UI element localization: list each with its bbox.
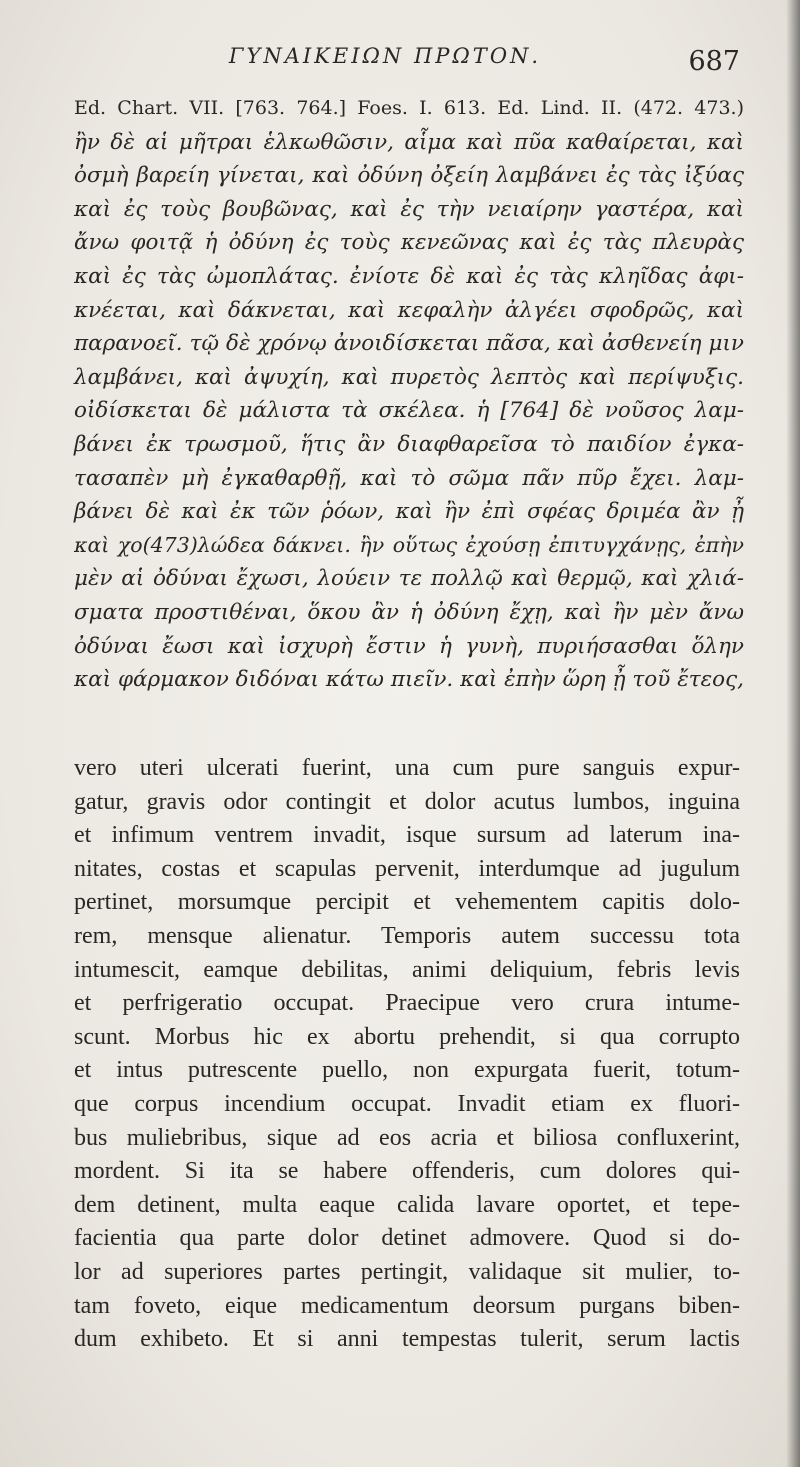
latin-line: et intus putrescente puello, non expurgata fuerit, totum- <box>74 1057 740 1084</box>
latin-line: mordent. Si ita se habere offenderis, cum dolores qui- <box>74 1158 740 1185</box>
greek-line: καὶ φάρμακον διδόναι κάτω πιεῖν. καὶ ἐπὴν ὥρη ᾖ τοῦ ἔτεος, <box>74 667 744 693</box>
page-edge-shadow <box>786 0 800 1467</box>
latin-text-block <box>74 752 740 1357</box>
running-title: ΓΥΝΑΙΚΕΙΩΝ ΠΡΩΤΟΝ. <box>228 44 542 68</box>
latin-line: et infimum ventrem invadit, isque sursum ad laterum ina- <box>74 822 740 849</box>
greek-line: οἰδίσκεται δὲ μάλιστα τὰ σκέλεα. ἡ [764] δὲ νοῦσος λαμ- <box>74 398 744 424</box>
greek-line: παρανοεῖ. τῷ δὲ χρόνῳ ἀνοιδίσκεται πᾶσα, καὶ ἀσθενείη μιν <box>74 331 744 357</box>
latin-line: dem detinent, multa eaque calida lavare oportet, et tepe- <box>74 1191 740 1218</box>
latin-line: vero uteri ulcerati fuerint, una cum pure sanguis expur- <box>74 755 740 781</box>
latin-line: intumescit, eamque debilitas, animi deliquium, febris levis <box>74 956 740 983</box>
greek-line: κνέεται, καὶ δάκνεται, καὶ κεφαλὴν ἀλγέει σφοδρῶς, καὶ <box>74 297 744 323</box>
edition-reference-line: Ed. Chart. VII. [763. 764.] Foes. I. 613. Ed. Lind. II. (472. 473.) <box>74 97 744 119</box>
greek-line: βάνει δὲ καὶ ἐκ τῶν ῥόων, καὶ ἢν ἐπὶ σφέας δριμέα ἂν ᾖ <box>74 499 744 525</box>
greek-line: λαμβάνει, καὶ ἀψυχίη, καὶ πυρετὸς λεπτὸς καὶ περίψυξις. <box>74 364 744 390</box>
latin-line: nitates, costas et scapulas pervenit, interdumque ad jugulum <box>74 855 740 882</box>
latin-line: lor ad superiores partes pertingit, validaque sit mulier, to- <box>74 1258 740 1285</box>
greek-line: τασαπὲν μὴ ἐγκαθαρθῇ, καὶ τὸ σῶμα πᾶν πῦρ ἔχει. λαμ- <box>74 465 744 491</box>
latin-line: facientia qua parte dolor detinet admovere. Quod si do- <box>74 1225 740 1252</box>
latin-line: rem, mensque alienatur. Temporis autem successu tota <box>74 922 740 949</box>
greek-line: καὶ ἐς τοὺς βουβῶνας, καὶ ἐς τὴν νειαίρην γαστέρα, καὶ <box>74 196 744 222</box>
greek-line: ὀδύναι ἔωσι καὶ ἰσχυρὴ ἔστιν ἡ γυνὴ, πυριήσασθαι ὅλην <box>74 633 744 659</box>
page-header <box>90 44 740 84</box>
latin-line: pertinet, morsumque percipit et vehementem capitis dolo- <box>74 889 740 916</box>
greek-line: ὀσμὴ βαρείη γίνεται, καὶ ὀδύνη ὀξείη λαμβάνει ἐς τὰς ἰξύας <box>74 163 744 189</box>
page-number: 687 <box>688 46 740 77</box>
greek-line: ἢν δὲ αἱ μῆτραι ἑλκωθῶσιν, αἷμα καὶ πῦα καθαίρεται, καὶ <box>74 129 744 155</box>
latin-line: dum exhibeto. Et si anni tempestas tulerit, serum lactis <box>74 1326 740 1353</box>
latin-line: tam foveto, eique medicamentum deorsum purgans biben- <box>74 1292 740 1319</box>
latin-line: gatur, gravis odor contingit et dolor acutus lumbos, inguina <box>74 788 740 815</box>
greek-line: σματα προστιθέναι, ὅκου ἂν ἡ ὀδύνη ἔχῃ, καὶ ἢν μὲν ἄνω <box>74 599 744 625</box>
greek-line: μὲν αἱ ὀδύναι ἔχωσι, λούειν τε πολλῷ καὶ θερμῷ, καὶ χλιά- <box>74 566 744 592</box>
greek-line: καὶ ἐς τὰς ὠμοπλάτας. ἐνίοτε δὲ καὶ ἐς τὰς κληῖδας ἀφι- <box>74 263 744 289</box>
greek-line: βάνει ἐκ τρωσμοῦ, ἥτις ἂν διαφθαρεῖσα τὸ παιδίον ἐγκα- <box>74 431 744 457</box>
latin-line: bus muliebribus, sique ad eos acria et biliosa confluxerint, <box>74 1124 740 1151</box>
greek-line: ἄνω φοιτᾷ ἡ ὀδύνη ἐς τοὺς κενεῶνας καὶ ἐς τὰς πλευρὰς <box>74 230 744 256</box>
greek-text-block <box>74 92 744 697</box>
latin-line: que corpus incendium occupat. Invadit etiam ex fluori- <box>74 1090 740 1117</box>
latin-line: scunt. Morbus hic ex abortu prehendit, si qua corrupto <box>74 1023 740 1050</box>
latin-line: et perfrigeratio occupat. Praecipue vero crura intume- <box>74 990 740 1017</box>
greek-line: καὶ χο(473)λώδεα δάκνει. ἢν οὕτως ἐχούσῃ ἐπιτυγχάνῃς, ἐπὴν <box>74 532 744 557</box>
